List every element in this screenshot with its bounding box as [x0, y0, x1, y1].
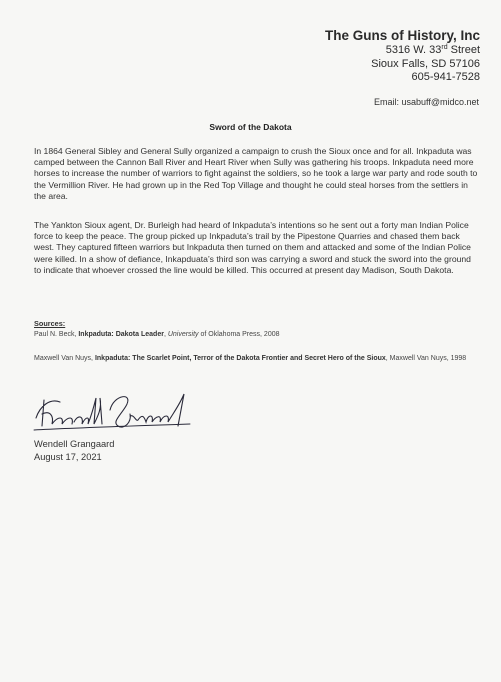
source-title: Inkpaduta: Dakota Leader — [78, 331, 164, 338]
signature-date: August 17, 2021 — [34, 452, 102, 462]
street-address — [325, 44, 480, 58]
source-rest: Maxwell Van Nuys, 1998 — [387, 355, 467, 362]
sources-heading: Sources: — [34, 319, 66, 328]
source-rest: of Oklahoma Press, 2008 — [198, 331, 280, 338]
source-author: Paul N. Beck, — [34, 331, 79, 338]
phone-number: 605-941-7528 — [411, 71, 480, 83]
paragraph-2: The Yankton Sioux agent, Dr. Burleigh had heard of Inkpaduta’s intentions so he sent out a forty man Indian Police force to keep the peace. The group picked up Inkpaduta’s trail by the Pipestone Quarries and chased them back west. They captured fifteen warriors but Inkpaduta then turned on them and attacked and some of the Indian Police were killed. In a show of defiance, Inkapduata’s third son was carrying a sword and stuck the sword into the ground to indicate that whoever crossed the line would be killed. This occurred at present day Madison, South Dakota. — [34, 220, 471, 275]
source-title: Inkpaduta: The Scarlet Point, Terror of the Dakota Frontier and Secret Hero of the Sioux — [94, 355, 386, 362]
source-item — [34, 353, 480, 364]
source-separator: , — [163, 331, 168, 338]
source-publisher: University — [167, 331, 199, 338]
handwritten-signature — [30, 386, 194, 436]
paragraph-1: In 1864 General Sibley and General Sully organized a campaign to crush the Sioux once and for all. Inkpaduta was camped between the Cannon Ball River and Heart River when Sully was gathering his troops. Inkpaduta need more horses to increase the number of warriors to fight against the soldiers, so he took a large war party and rode south to the Vermillion River. He had grown up in the Red Top Village and thought he could steal horses from the settlers in the area. — [34, 146, 478, 201]
letterhead — [325, 28, 480, 85]
signer-name: Wendell Grangaard — [34, 439, 115, 449]
street-suffix: rd — [441, 44, 448, 51]
company-name: The Guns of History, Inc — [324, 28, 480, 43]
email-line: Email: usabuff@midco.net — [373, 97, 479, 107]
source-separator: , — [385, 355, 388, 362]
street-name: Street — [447, 44, 480, 56]
street-number: 5316 W. 33 — [385, 44, 442, 56]
document-title: Sword of the Dakota — [209, 122, 292, 132]
source-item — [34, 329, 480, 340]
source-author: Maxwell Van Nuys, — [34, 355, 95, 362]
city-line: Sioux Falls, SD 57106 — [371, 57, 480, 70]
